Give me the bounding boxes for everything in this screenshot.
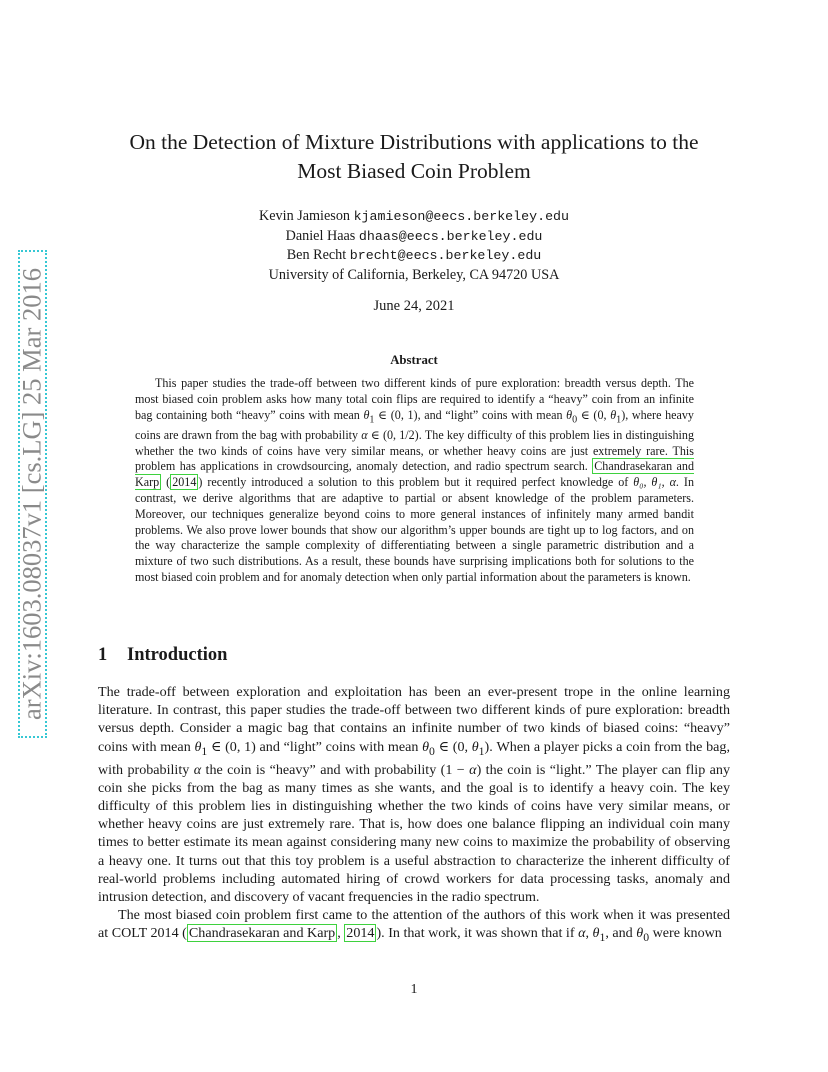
abstract-paragraph: This paper studies the trade-off between two different kinds of pure exploration: breadth versus depth. The most biased coin problem asks how many total coin flips are required to identify a “heavy” coin from an infinite bag containing both “heavy” coins with mean $\theta_1$ ∈ (0, 1), and “light” coins with mean $\theta_0$ ∈ (0, $\theta_1$), where heavy coins are drawn from the bag with probability α ∈ (0, 1/2). The key difficulty of this problem lies in distinguishing whether the two kinds of coins have very similar means, or whether heavy coins are just extremely rare. This problem has applications in crowdsourcing, anomaly detection, and radio spectrum search. Chandrasekaran and Karp ( 2014 ) recently introduced a solution to this problem but it required perfect knowledge of θ₀, θ₁, α. In contrast, we derive algorithms that are adaptive to partial or absent knowledge of the problem parameters. Moreover, our techniques generalize beyond coins to more general instances of infinitely many armed bandit problems. We also prove lower bounds that show our algorithm’s upper bounds are tight up to log factors, and on the way characterize the sample complexity of differentiating between a single parametric distribution and a mixture of two such distributions. As a result, these bounds have surprising implications both for solutions to the most biased coin problem and for anomaly detection when only partial information about the parameters is known. <box>135 376 694 584</box>
title-line-1: On the Detection of Mixture Distributions with applications to the <box>129 130 699 154</box>
date: June 24, 2021 <box>373 298 455 314</box>
author-email: dhaas@eecs.berkeley.edu <box>358 228 543 244</box>
paper-title <box>60 128 768 186</box>
title-line-2: Most Biased Coin Problem <box>297 159 531 183</box>
author-block <box>100 207 728 285</box>
citation-link[interactable]: Chandrasekaran and Karp <box>188 925 336 942</box>
section-heading <box>98 645 227 666</box>
body-paragraph: The trade-off between exploration and exploitation has been an ever-present trope in the online learning literature. In contrast, this paper studies the trade-off between two different kinds of pure exploration: breadth versus depth. Consider a magic bag that contains an infinite number of two kinds of biased coins: “heavy” coins with mean $\theta_1$ ∈ (0, 1) and “light” coins with mean $\theta_0$ ∈ (0, $\theta_1$). When a player picks a coin from the bag, with probability α the coin is “heavy” and with probability (1 − α) the coin is “light.” The player can flip any coin she picks from the bag as many times as she wants, and the goal is to identify a heavy coin. The key difficulty of this problem lies in distinguishing whether the two kinds of coins have very similar means, or whether heavy coins are just extremely rare. That is, how does one balance flipping an individual coin many times to better estimate its mean against considering many new coins to maximize the probability of observing a heavy one. It turns out that this toy problem is a useful abstraction to characterize the inherent difficulty of real-world problems including automated hiring of crowd workers for data processing tasks, anomaly and intrusion detection, and discovery of vacant frequencies in the radio spectrum. <box>98 684 730 906</box>
author-name: Kevin Jamieson <box>258 208 351 224</box>
arxiv-sidebar[interactable] <box>12 250 52 738</box>
body-paragraph: The most biased coin problem first came to the attention of the authors of this work when it was presented at COLT 2014 ( Chandrasekaran and Karp , 2014 ). In that work, it was shown that if α, $\theta_1$, and $\theta_0$ were known <box>98 907 730 945</box>
citation-year-link[interactable]: 2014 <box>172 475 197 490</box>
affiliation: University of California, Berkeley, CA 94720 USA <box>268 266 560 283</box>
citation-year-link[interactable]: 2014 <box>346 925 375 942</box>
author-line <box>100 227 728 247</box>
section-number: 1 <box>98 645 108 665</box>
page-number: 1 <box>410 982 418 997</box>
section-body <box>98 683 730 947</box>
author-email: brecht@eecs.berkeley.edu <box>349 248 542 263</box>
section-title: Introduction <box>127 645 228 665</box>
citation-link[interactable]: Chandrasekaran and Karp <box>135 459 694 490</box>
arxiv-identifier[interactable]: arXiv:1603.08037v1 [cs.LG] 25 Mar 2016 <box>16 268 47 720</box>
abstract-heading: Abstract <box>390 353 438 367</box>
author-name: Daniel Haas <box>285 227 356 244</box>
abstract-body <box>135 376 694 586</box>
author-name: Ben Recht <box>286 247 347 263</box>
author-line <box>100 207 728 227</box>
author-email: kjamieson@eecs.berkeley.edu <box>353 209 570 224</box>
author-line <box>100 246 728 266</box>
